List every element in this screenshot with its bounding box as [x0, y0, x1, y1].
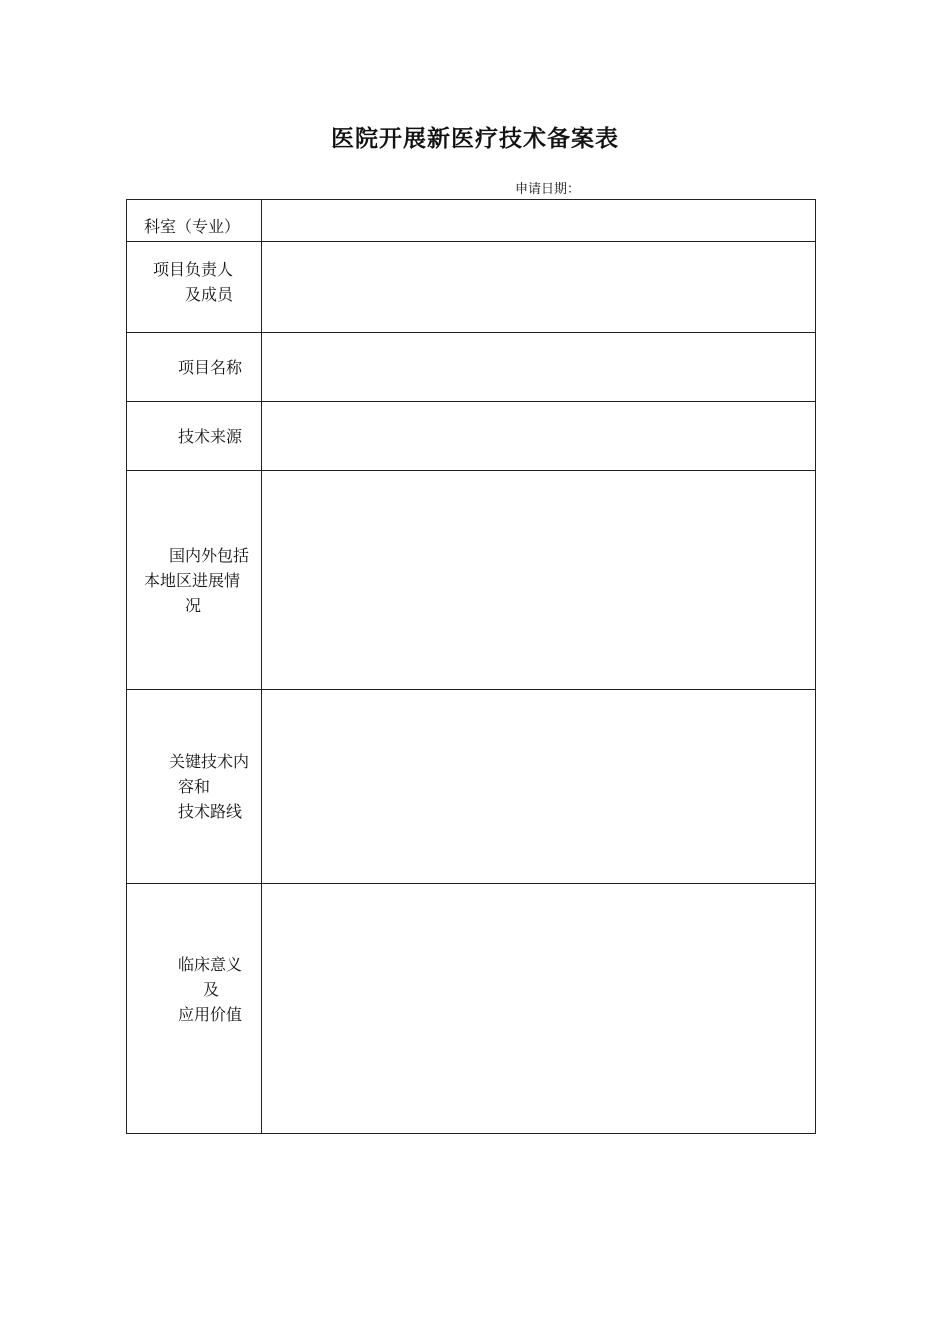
form-row-project-lead [127, 242, 816, 333]
field-key-tech[interactable] [262, 690, 816, 884]
label-line: 容和 [178, 777, 211, 796]
label-line: 科室（专业） [144, 217, 241, 236]
field-clinical-value[interactable] [262, 884, 816, 1134]
form-row-department [127, 200, 816, 242]
label-line: 技术来源 [178, 426, 243, 446]
form-row-project-name [127, 333, 816, 402]
label-line: 及 [203, 980, 220, 999]
label-line: 项目名称 [178, 357, 243, 377]
label-project-name [127, 333, 262, 402]
label-line: 关键技术内 [169, 752, 250, 771]
label-key-tech [127, 690, 262, 884]
apply-date-label: 申请日期： [515, 182, 581, 197]
label-line: 项目负责人 [153, 260, 234, 279]
field-project-name[interactable] [262, 333, 816, 402]
filing-form-table [126, 199, 816, 1134]
label-line: 国内外包括 [169, 545, 250, 565]
label-progress [127, 471, 262, 690]
label-line: 况 [185, 595, 202, 615]
label-line: 技术路线 [178, 802, 243, 821]
label-clinical-value [127, 884, 262, 1134]
label-project-lead [127, 242, 262, 333]
document-title: 医院开展新医疗技术备案表 [331, 125, 619, 152]
form-row-clinical-value [127, 884, 816, 1134]
label-department [127, 200, 262, 242]
field-department[interactable] [262, 200, 816, 242]
label-line: 临床意义 [178, 955, 243, 974]
field-tech-source[interactable] [262, 402, 816, 471]
form-row-tech-source [127, 402, 816, 471]
field-project-lead[interactable] [262, 242, 816, 333]
label-tech-source [127, 402, 262, 471]
form-row-key-tech [127, 690, 816, 884]
label-line: 及成员 [185, 285, 234, 304]
label-line: 本地区进展情 [144, 570, 241, 590]
form-row-progress [127, 471, 816, 690]
label-line: 应用价值 [178, 1005, 243, 1024]
field-progress[interactable] [262, 471, 816, 690]
